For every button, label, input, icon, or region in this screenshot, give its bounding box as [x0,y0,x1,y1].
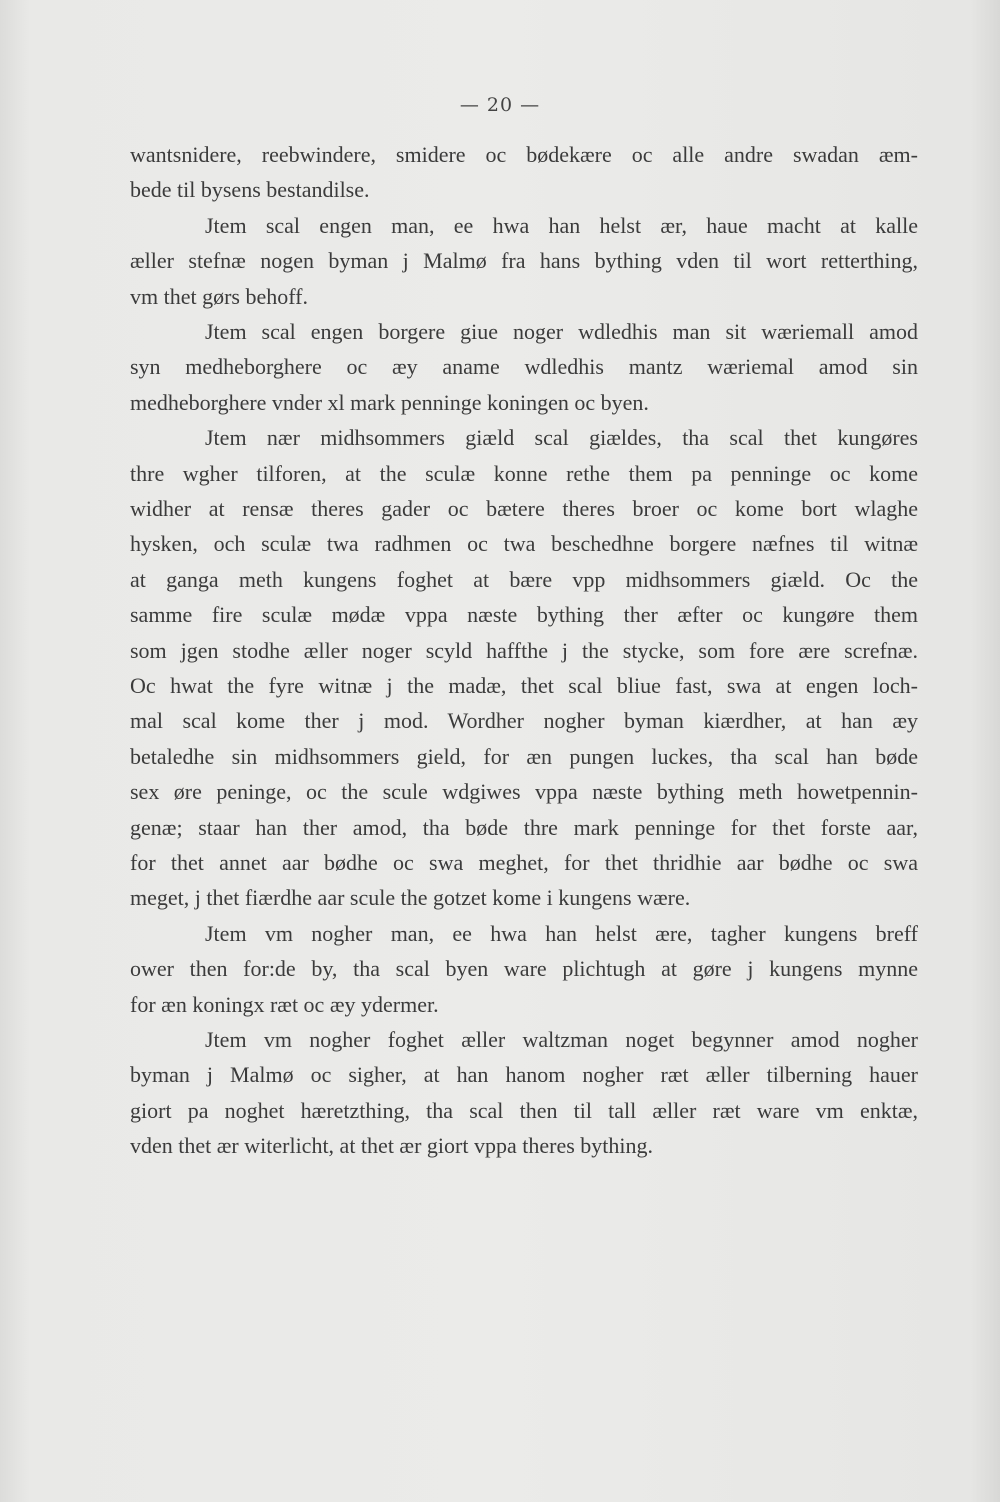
text-line: medheborghere vnder xl mark penninge koningen oc byen. [130,390,649,415]
text-line: samme fire sculæ mødæ vppa næste bything ther æfter oc kungøre them [130,602,918,627]
text-line: betaledhe sin midhsommers gield, for æn pungen luckes, tha scal han bøde [130,744,918,769]
text-line: for æn koningx ræt oc æy ydermer. [130,992,439,1017]
text-line: syn medheborghere oc æy aname wdledhis mantz wæriemal amod sin [130,354,918,379]
text-line: vm thet gørs behoff. [130,284,309,309]
text-line: wantsnidere, reebwindere, smidere oc bødekære oc alle andre swadan æm- [130,142,918,167]
page-number: — 20 — [459,94,541,116]
text-line: Jtem scal engen man, ee hwa han helst ær, haue macht at kalle [205,213,918,238]
text-line: Jtem vm nogher foghet æller waltzman noget begynner amod nogher [205,1027,918,1052]
text-line: Jtem scal engen borgere giue noger wdledhis man sit wæriemall amod [205,319,918,344]
text-line: hysken, och sculæ twa radhmen oc twa beschedhne borgere næfnes til witnæ [130,531,918,556]
text-line: Oc hwat the fyre witnæ j the madæ, thet scal bliue fast, swa at engen loch- [130,673,918,698]
text-line: sex øre peninge, oc the scule wdgiwes vppa næste bything meth howetpennin- [130,779,918,804]
text-line: byman j Malmø oc sigher, at han hanom nogher ræt æller tilberning hauer [130,1062,918,1087]
text-line: for thet annet aar bødhe oc swa meghet, for thet thridhie aar bødhe oc swa [130,850,918,875]
text-line: meget, j thet fiærdhe aar scule the gotzet kome i kungens wære. [130,885,691,910]
text-line: mal scal kome ther j mod. Wordher nogher byman kiærdher, at han æy [130,708,918,733]
text-line: bede til bysens bestandilse. [130,177,370,202]
text-line: widher at rensæ theres gader oc bætere theres broer oc kome bort wlaghe [130,496,918,521]
text-line: Jtem nær midhsommers giæld scal giældes, tha scal thet kungøres [205,425,918,450]
text-line: som jgen stodhe æller noger scyld haffthe j the stycke, som fore ære screfnæ. [130,638,918,663]
text-line: thre wgher tilforen, at the sculæ konne rethe them pa penninge oc kome [130,461,918,486]
text-line: æller stefnæ nogen byman j Malmø fra hans bything vden til wort retterthing, [130,248,918,273]
text-line: vden thet ær witerlicht, at thet ær giort vppa theres bything. [130,1133,653,1158]
text-line: giort pa noghet hæretzthing, tha scal then til tall æller ræt ware vm enktæ, [130,1098,918,1123]
text-line: genæ; staar han ther amod, tha bøde thre mark penninge for thet forste aar, [130,815,918,840]
text-line: ower then for:de by, tha scal byen ware plichtugh at gøre j kungens mynne [130,956,918,981]
text-line: at ganga meth kungens foghet at bære vpp midhsommers giæld. Oc the [130,567,918,592]
text-line: Jtem vm nogher man, ee hwa han helst ære, tagher kungens breff [205,921,918,946]
